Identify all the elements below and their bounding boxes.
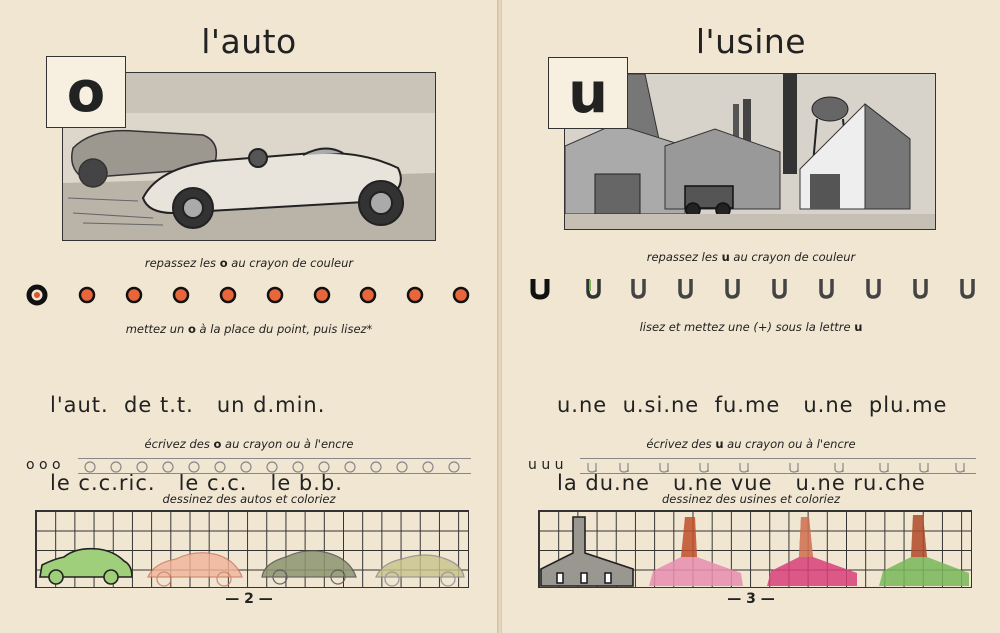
page-number-right: — 3 — [727,591,775,607]
instruction-write-o: écrivez des o au crayon ou à l'encre [144,437,354,451]
traced-o-circles [26,284,476,306]
page-number-left: — 2 — [225,591,273,607]
page-title-usine: l'usine [695,22,807,61]
drawing-grid-autos[interactable] [35,510,469,588]
write-o-model: o o o [26,457,61,473]
drawing-grid-usines[interactable] [538,510,972,588]
drawn-cars [36,511,468,587]
write-u-model: u u u [528,457,564,473]
instruction-write-u: écrivez des u au crayon ou à l'encre [646,437,856,451]
left-page [0,0,498,633]
write-o-lines [78,458,471,474]
instruction-draw-autos: dessinez des autos et coloriez [162,492,336,506]
drawn-factories [539,511,971,587]
instruction-trace-u: repassez les u au crayon de couleur [646,250,856,264]
write-u-lines [580,458,976,474]
reading-line-2: la du.ne u.ne vue u.ne ru.che [557,471,926,495]
letter-u-box: u [548,57,628,129]
handwritten-o-row [78,460,471,474]
instruction-mark-u: lisez et mettez une (+) sous la lettre u [639,320,863,334]
right-page [502,0,1000,633]
page-title-auto: l'auto [201,22,297,61]
reading-line-2: le c.c.ric. le c.c. le b.b. [50,471,343,495]
instruction-trace-o: repassez les o au crayon de couleur [144,256,354,270]
instruction-draw-usines: dessinez des usines et coloriez [662,492,840,506]
instruction-place-o: mettez un o à la place du point, puis lisez* [125,322,373,336]
letter-o-box: o [46,56,126,128]
trace-o-row [26,284,476,306]
traced-u-letters [530,276,980,300]
trace-u-row [530,276,980,300]
reading-line-1: l'aut. de t.t. un d.min. [50,393,326,417]
handwritten-u-row [580,460,976,474]
reading-line-1: u.ne u.si.ne fu.me u.ne plu.me [557,393,948,417]
